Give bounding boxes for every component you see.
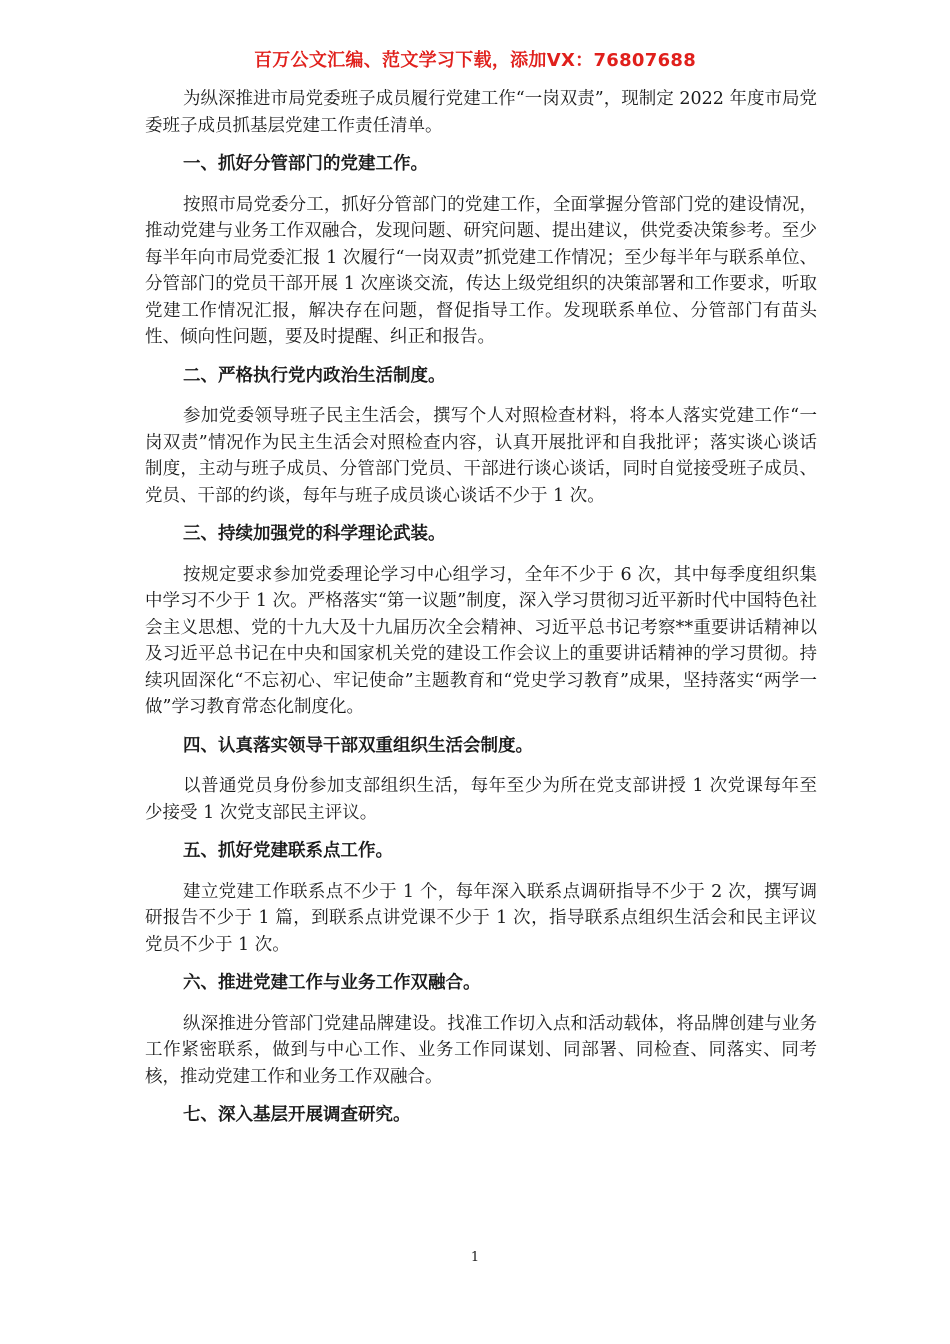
section-2-body: 参加党委领导班子民主生活会，撰写个人对照检查材料，将本人落实党建工作“一岗双责”情况作为民主生活会对照检查内容，认真开展批评和自我批评；落实谈心谈话制度，主动与班子成员、分管部门党员、干部进行谈心谈话，同时自觉接受班子成员、党员、干部的约谈，每年与班子成员谈心谈话不少于 1 次。	[145, 406, 817, 506]
section-5-heading: 五、抓好党建联系点工作。	[183, 841, 393, 861]
section-2-heading: 二、严格执行党内政治生活制度。	[183, 365, 446, 386]
document-body	[145, 86, 817, 1143]
section-1-body: 按照市局党委分工，抓好分管部门的党建工作，全面掌握分管部门党的建设情况，推动党建与业务工作双融合，发现问题、研究问题、提出建议，供党委决策参考。至少每半年向市局党委汇报 1 次履行“一岗双责”抓党建工作情况；至少每半年与联系单位、分管部门的党员干部开展 1 次座谈交流，传达上级党组织的决策部署和工作要求，听取党建工作情况汇报，解决存在问题，督促指导工作。发现联系单位、分管部门有苗头性、倾向性问题，要及时提醒、纠正和报告。	[145, 194, 817, 347]
section-1-heading: 一、抓好分管部门的党建工作。	[183, 154, 428, 174]
section-3-heading: 三、持续加强党的科学理论武装。	[183, 524, 446, 544]
section-7-heading: 七、深入基层开展调查研究。	[183, 1105, 411, 1125]
section-4-heading: 四、认真落实领导干部双重组织生活会制度。	[183, 735, 533, 756]
page-number: 1	[470, 1250, 480, 1265]
section-6-body: 纵深推进分管部门党建品牌建设。找准工作切入点和活动载体，将品牌创建与业务工作紧密联系，做到与中心工作、业务工作同谋划、同部署、同检查、同落实、同考核，推动党建工作和业务工作双融合。	[145, 1013, 817, 1087]
watermark-banner: 百万公文汇编、范文学习下载，添加VX：76807688	[253, 50, 697, 71]
section-4-body: 以普通党员身份参加支部组织生活，每年至少为所在党支部讲授 1 次党课每年至少接受 1 次党支部民主评议。	[145, 776, 817, 823]
section-6-heading: 六、推进党建工作与业务工作双融合。	[183, 973, 481, 993]
intro-paragraph: 为纵深推进市局党委班子成员履行党建工作“一岗双责”，现制定 2022 年度市局党委班子成员抓基层党建工作责任清单。	[145, 89, 817, 136]
section-3-body: 按规定要求参加党委理论学习中心组学习，全年不少于 6 次，其中每季度组织集中学习不少于 1 次。严格落实“第一议题”制度，深入学习贯彻习近平新时代中国特色社会主义思想、党的十九大及十九届历次全会精神、习近平总书记考察**重要讲话精神以及习近平总书记在中央和国家机关党的建设工作会议上的重要讲话精神的学习贯彻。持续巩固深化“不忘初心、牢记使命”主题教育和“党史学习教育”成果，坚持落实“两学一做”学习教育常态化制度化。	[145, 564, 817, 717]
section-5-body: 建立党建工作联系点不少于 1 个，每年深入联系点调研指导不少于 2 次，撰写调研报告不少于 1 篇，到联系点讲党课不少于 1 次，指导联系点组织生活会和民主评议党员不少于 1 次。	[145, 881, 817, 955]
